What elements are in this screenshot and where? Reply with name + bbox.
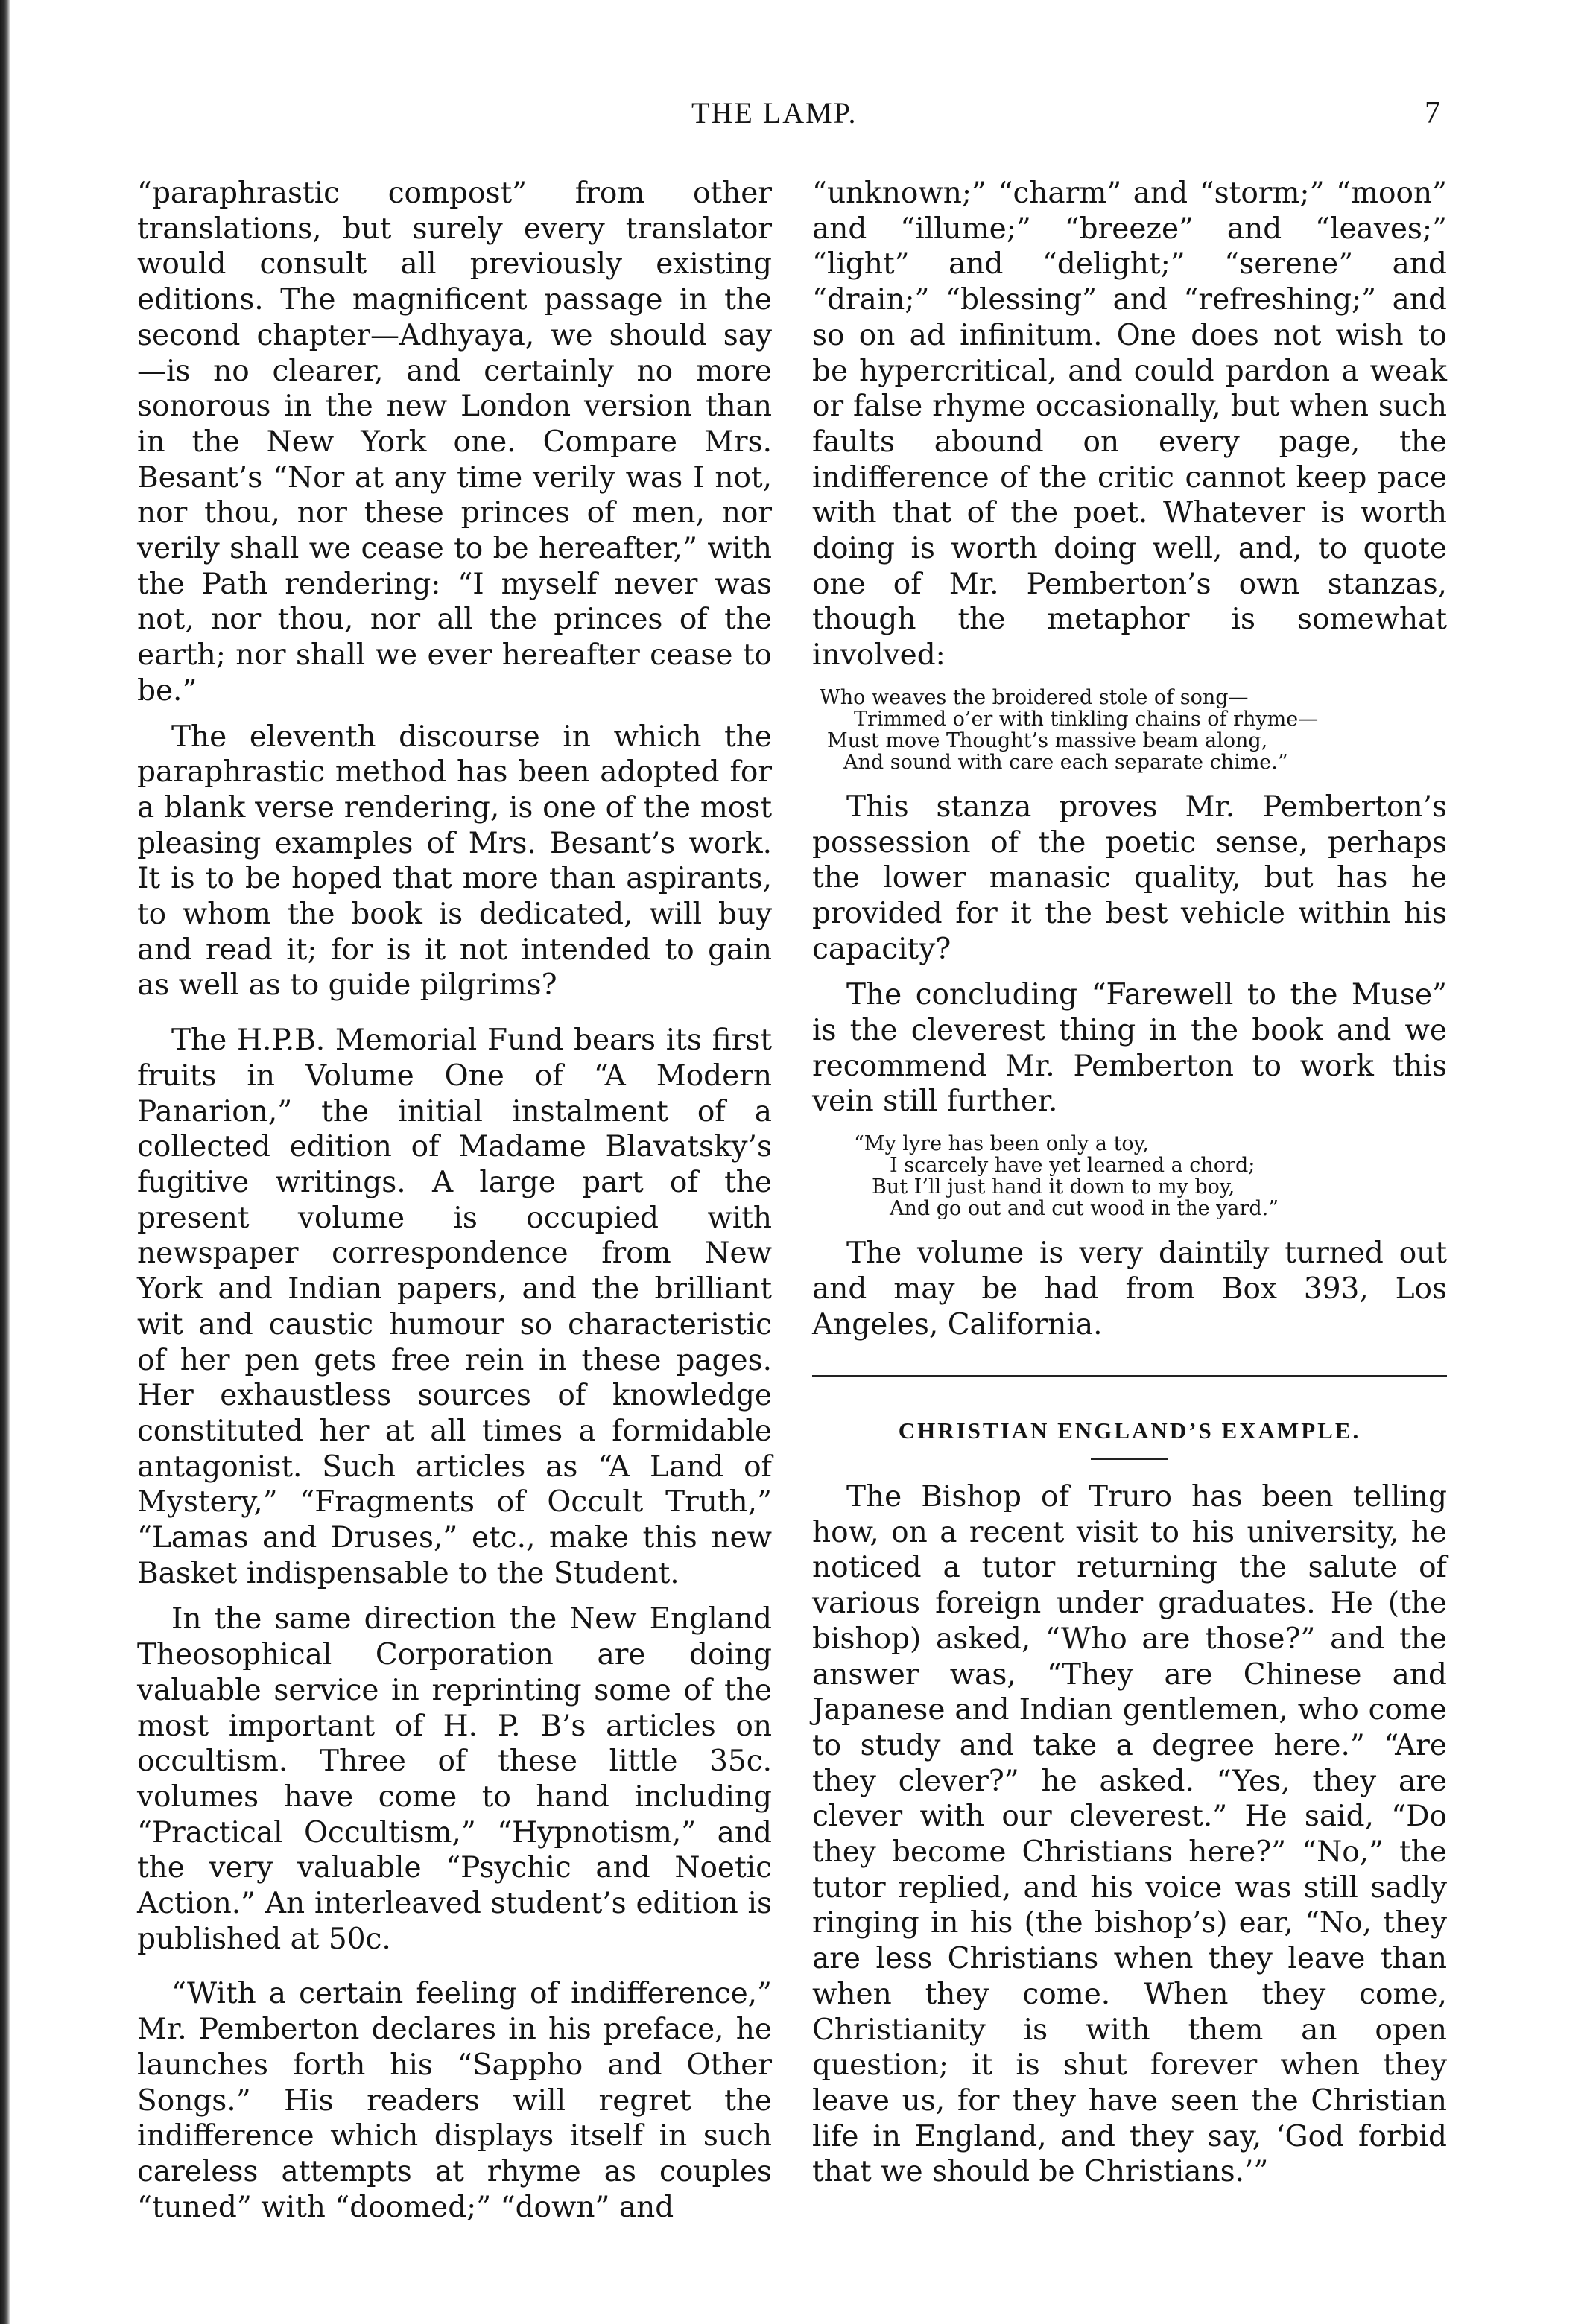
page-binding-edge [0, 0, 10, 2324]
paragraph-eleventh-discourse: The eleventh discourse in which the paraphrastic method has been adopted for a blank verse rendering, is one of the most pleasing examples of Mrs. Besant’s work. It is to be hoped that more than aspirants, to whom the book is dedicated, will buy and read it; for is it not intended to gain as well as to guide pilgrims? [137, 720, 772, 1003]
paragraph-modern-panarion: The H.P.B. Memorial Fund bears its first fruits in Volume One of “A Modern Panarion,” the initial instalment of a collected edition of Madame Blavatsky’s fugitive writings. A large part of the present volume is occupied with newspaper correspondence from New York and Indian papers, and the brilliant wit and caustic humour so characteristic of her pen gets free rein in these pages. Her exhaustless sources of knowledge constituted her at all times a formidable antagonist. Such articles as “A Land of Mystery,” “Fragments of Occult Truth,” “Lamas and Druses,” etc., make this new Basket indispensable to the Student. [137, 1023, 772, 1590]
paragraph-new-england-corporation: In the same direction the New England Theosophical Corporation are doing valuable service in reprinting some of the most important of H. P. B’s articles on occultism. Three of these little 35c. volumes have come to hand including “Practical Occultism,” “Hypnotism,” and the very valuable “Psychic and Noetic Action.” An interleaved student’s edition is published at 50c. [137, 1602, 772, 1956]
paragraph-volume-availability: The volume is very daintily turned out and may be had from Box 393, Los Angeles, California. [812, 1236, 1447, 1342]
verse-line: “My lyre has been only a toy, [854, 1132, 1149, 1156]
verse-stanza-song [812, 687, 1447, 773]
paragraph-poetic-sense: This stanza proves Mr. Pemberton’s possession of the poetic sense, perhaps the lower manasic quality, but has he provided for it the best vehicle within his capacity? [812, 790, 1447, 966]
page-number: 7 [1425, 96, 1440, 130]
paragraph-bishop-of-truro: The Bishop of Truro has been telling how, on a recent visit to his university, he noticed a tutor returning the salute of various foreign under graduates. He (the bishop) asked, “Who are those?” and the answer was, “They are Chinese and Japanese and Indian gentlemen, who come to study and take a degree here.” “Are they clever?” he asked. “Yes, they are clever with our cleverest.” He said, “Do they become Christians here?” “No,” the tutor replied, and his voice was still sadly ringing in his (the bishop’s) ear, “No, they are less Christians when they leave than when they come. When they come, Christianity is with them an open question; it is shut forever when they leave us, for they have seen the Christian life in England, and they say, ‘God forbid that we should be Christians.’” [812, 1479, 1447, 2189]
paragraph-pemberton-review: “With a certain feeling of indifference,” Mr. Pemberton declares in his preface, he launches forth his “Sappho and Other Songs.” His readers will regret the indifference which displays itself in such careless attempts at rhyme as couples “tuned” with “doomed;” “down” and [137, 1977, 772, 2224]
paragraph-farewell-to-muse: The concluding “Farewell to the Muse” is the cleverest thing in the book and we recommend Mr. Pemberton to work this vein still further. [812, 978, 1447, 1119]
verse-line: Who weaves the broidered stole of song— [820, 685, 1249, 709]
verse-line: But I’ll just hand it down to my boy, [872, 1175, 1235, 1199]
paragraph-rhymes: “unknown;” “charm” and “storm;” “moon” and “illume;” “breeze” and “leaves;” “light” and “delight;” “serene” and “drain;” “blessing” and “refreshing;” and so on ad infinitum. One does not wish to be hypercritical, and could pardon a weak or false rhyme occasionally, but when such faults abound on every page, the indifference of the critic cannot keep pace with that of the poet. Whatever is worth doing is worth doing well, and, to quote one of Mr. Pemberton’s own stanzas, though the metaphor is somewhat involved: [812, 177, 1447, 673]
left-column [137, 176, 772, 2225]
right-column [812, 176, 1447, 2190]
section-title: CHRISTIAN ENGLAND’S EXAMPLE. [898, 1417, 1361, 1444]
verse-line: And go out and cut wood in the yard.” [890, 1197, 1279, 1221]
section-divider [812, 1375, 1447, 1377]
verse-line: Trimmed o’er with tinkling chains of rhyme— [854, 707, 1319, 731]
title-underline [1091, 1458, 1168, 1460]
paragraph-bhagavad-gita-review: “paraphrastic compost” from other translations, but surely every translator would consult all previously existing editions. The magnificent passage in the second chapter—Adhyaya, we should say—is no clearer, and certainly no more sonorous in the new London version than in the New York one. Compare Mrs. Besant’s “Nor at any time verily was I not, nor thou, nor these princes of men, nor verily shall we cease to be hereafter,” with the Path rendering: “I myself never was not, nor thou, nor all the princes of the earth; nor shall we ever hereafter cease to be.” [137, 177, 772, 708]
running-title: THE LAMP. [691, 96, 858, 130]
verse-line: And sound with care each separate chime.” [843, 750, 1288, 774]
verse-line: Must move Thought’s massive beam along, [827, 728, 1268, 752]
verse-stanza-lyre [812, 1133, 1447, 1219]
verse-line: I scarcely have yet learned a chord; [890, 1154, 1255, 1178]
page-header [0, 95, 1590, 140]
